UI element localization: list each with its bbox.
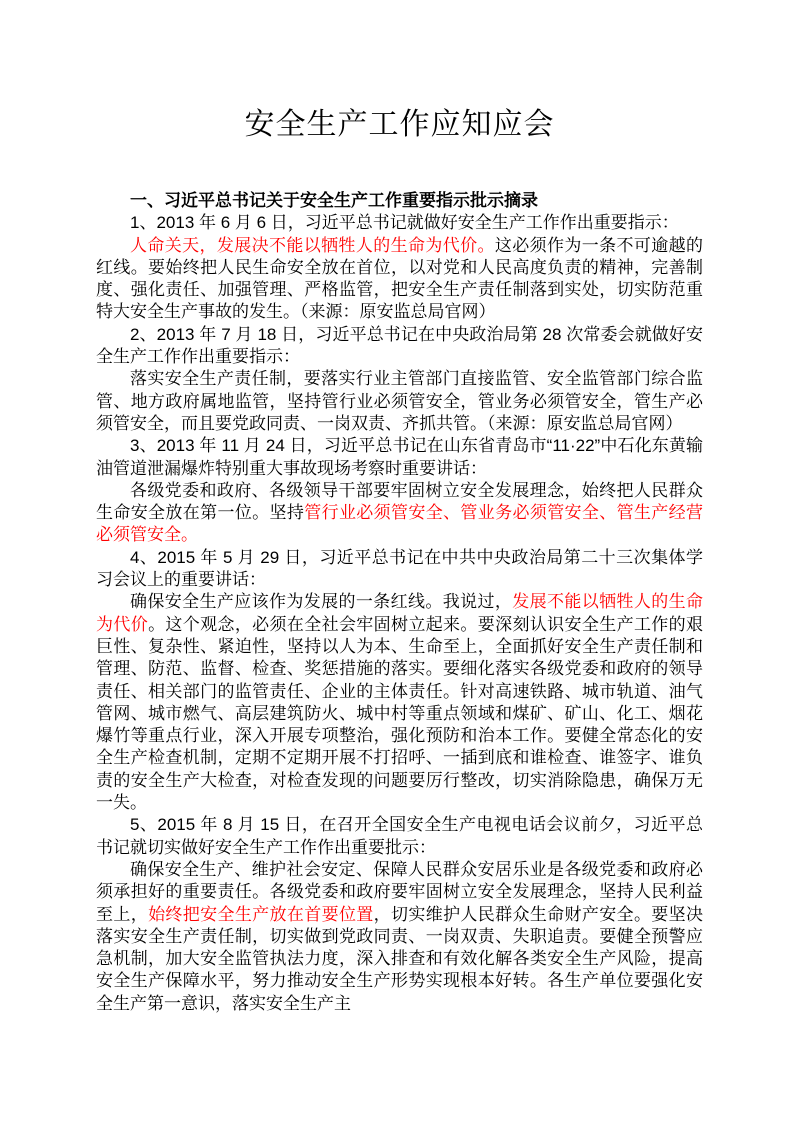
text-run: 3、2013 年 11 月 24 日，习近平总书记在山东省青岛市“11·22”中石化东黄输油管道泄漏爆炸特别重大事故现场考察时重要讲话： xyxy=(96,436,703,478)
text-run: 1、2013 年 6 月 6 日，习近平总书记就做好安全生产工作作出重要指示： xyxy=(130,213,679,233)
highlighted-text-run: 人命关天，发展决不能以牺牲人的生命为代价。 xyxy=(130,235,495,255)
text-run: 4、2015 年 5 月 29 日，习近平总书记在中共中央政治局第二十三次集体学习会议上的重要讲话： xyxy=(96,547,703,590)
text-run: 5、2015 年 8 月 15 日，在召开全国安全生产电视电话会议前夕，习近平总书记就切实做好安全生产工作作出重要批示： xyxy=(96,815,703,857)
text-run: 。这个观念，必须在全社会牢固树立起来。要深刻认识安全生产工作的艰巨性、复杂性、紧迫性，坚持以人为本、生命至上，全面抓好安全生产责任制和管理、防范、监督、检查、奖惩措施的落实。要细化落实各级党委和政府的领导责任、相关部门的监管责任、企业的主体责任。针对高速铁路、城市轨道、油气管网、城市燃气、高层建筑防火、城中村等重点领域和煤矿、矿山、化工、烟花爆竹等重点行业，深入开展专项整治，强化预防和治本工作。要健全常态化的安全生产检查机制，定期不定期开展不打招呼、一插到底和谁检查、谁签字、谁负责的安全生产大检查，对检查发现的问题要厉行整改，切实消除隐患，确保万无一失。 xyxy=(96,614,704,813)
paragraph xyxy=(96,591,703,814)
text-run: ，切实维护人民群众生命财产安全。要坚决落实安全生产责任制，切实做到党政同责、一岗双责、失职追责。要健全预警应急机制，加大安全监管执法力度，深入排查和有效化解各类安全生产风险，提高安全生产保障水平，努力推动安全生产形势实现根本好转。各生产单位要强化安全生产第一意识，落实安全生产主 xyxy=(96,904,704,1013)
text-run: 这必须作为一条不可逾越的红线。要始终把人民生命安全放在首位，以对党和人民高度负责的精神，完善制度、强化责任、加强管理、严格监管，把安全生产责任制落到实处，切实防范重特大安全生产事故的发生。（来源：原安监总局官网） xyxy=(96,235,703,322)
paragraph xyxy=(96,235,703,324)
highlighted-text-run: 发展不能以牺牲人的生命为代价 xyxy=(96,592,703,634)
paragraph xyxy=(96,814,703,859)
highlighted-text-run: 始终把安全生产放在首要位置 xyxy=(148,904,374,924)
paragraph xyxy=(96,435,703,480)
paragraph xyxy=(96,547,703,592)
paragraph xyxy=(96,324,703,369)
text-run: 确保安全生产应该作为发展的一条红线。我说过， xyxy=(130,592,513,612)
highlighted-text-run: 管行业必须管安全、管业务必须管安全、管生产经营必须管安全。 xyxy=(96,503,704,545)
text-run: 各级党委和政府、各级领导干部要牢固树立安全发展理念，始终把人民群众生命安全放在第一位。坚持 xyxy=(96,480,703,523)
paragraph xyxy=(96,859,703,1015)
paragraph xyxy=(96,212,703,234)
text-run: 确保安全生产、维护社会安定、保障人民群众安居乐业是各级党委和政府必须承担好的重要责任。各级党委和政府要牢固树立安全发展理念，坚持人民利益至上， xyxy=(96,859,703,924)
paragraph xyxy=(96,368,703,435)
text-run: 一、习近平总书记关于安全生产工作重要指示批示摘录 xyxy=(130,191,538,210)
text-run: 2、2013 年 7 月 18 日，习近平总书记在中央政治局第 28 次常委会就做好安全生产工作作出重要指示： xyxy=(96,324,703,367)
section-heading xyxy=(96,190,703,212)
document-title: 安全生产工作应知应会 xyxy=(244,108,555,141)
paragraph xyxy=(96,480,703,547)
text-run: 落实安全生产责任制，要落实行业主管部门直接监管、安全监管部门综合监管、地方政府属地监管，坚持管行业必须管安全，管业务必须管安全，管生产必须管安全，而且要党政同责、一岗双责、齐抓共管。（来源：原安监总局官网） xyxy=(96,369,703,433)
document-body xyxy=(96,190,703,1015)
